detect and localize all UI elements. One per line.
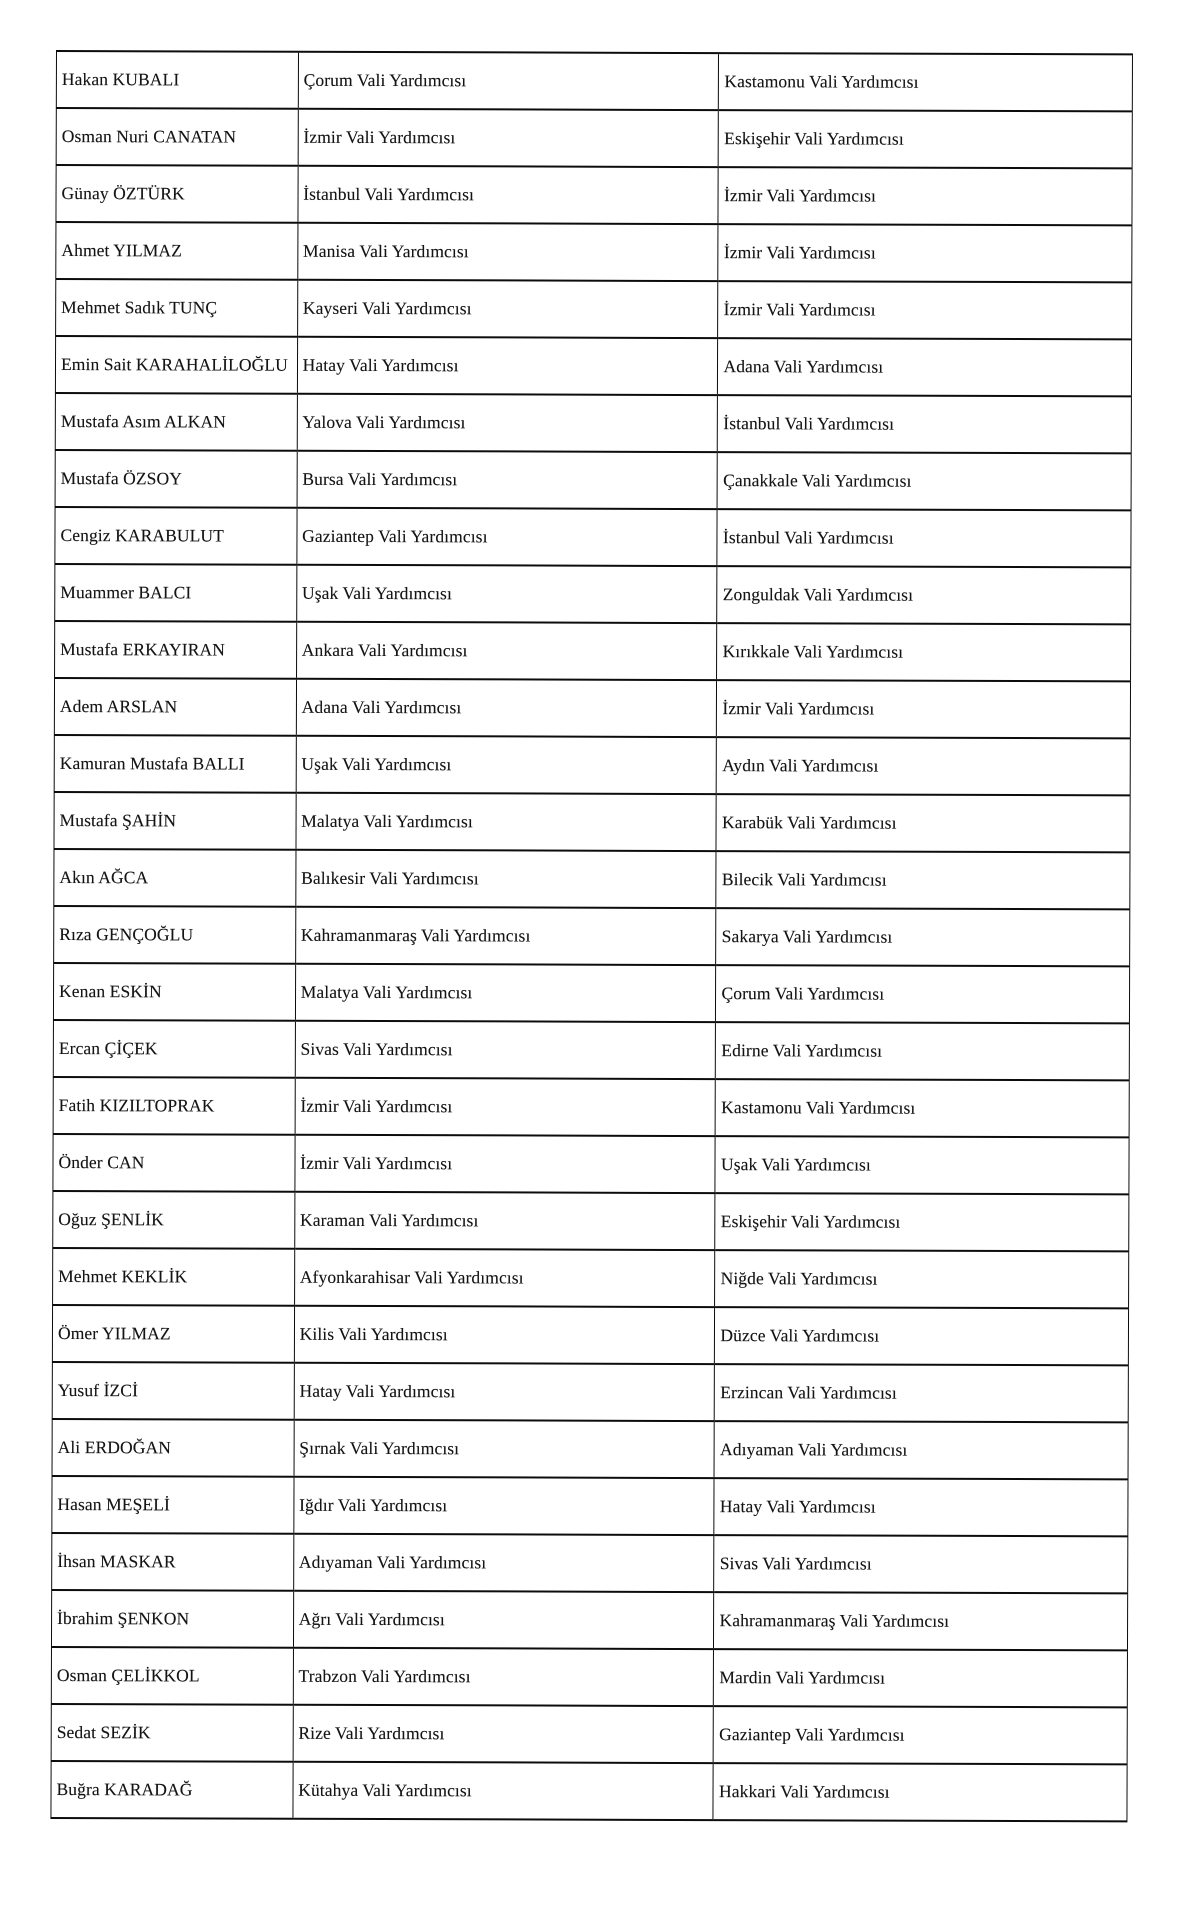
cell-person-name: İhsan MASKAR xyxy=(52,1533,294,1591)
table-row xyxy=(56,51,1132,111)
cell-current-position: Iğdır Vali Yardımcısı xyxy=(294,1477,715,1535)
table-row xyxy=(51,1761,1127,1821)
cell-person-name: Ahmet YILMAZ xyxy=(56,222,298,280)
cell-current-position: Kilis Vali Yardımcısı xyxy=(294,1306,715,1364)
table-row xyxy=(52,1305,1128,1365)
cell-new-position: Kastamonu Vali Yardımcısı xyxy=(719,53,1133,111)
cell-current-position: Adıyaman Vali Yardımcısı xyxy=(293,1534,714,1592)
cell-new-position: İstanbul Vali Yardımcısı xyxy=(717,509,1131,567)
cell-person-name: Emin Sait KARAHALİLOĞLU xyxy=(55,336,297,394)
cell-new-position: Uşak Vali Yardımcısı xyxy=(715,1136,1129,1194)
cell-new-position: Bilecik Vali Yardımcısı xyxy=(716,851,1130,909)
cell-person-name: Kamuran Mustafa BALLI xyxy=(54,735,296,793)
cell-new-position: Hatay Vali Yardımcısı xyxy=(714,1478,1128,1536)
cell-person-name: Günay ÖZTÜRK xyxy=(56,165,298,223)
cell-new-position: Karabük Vali Yardımcısı xyxy=(716,794,1130,852)
table-row xyxy=(52,1419,1128,1479)
table-row xyxy=(53,1077,1129,1137)
cell-current-position: Malatya Vali Yardımcısı xyxy=(295,964,716,1022)
cell-current-position: Ağrı Vali Yardımcısı xyxy=(293,1591,714,1649)
cell-person-name: Fatih KIZILTOPRAK xyxy=(53,1077,295,1135)
cell-person-name: Akın AĞCA xyxy=(54,849,296,907)
table-row xyxy=(53,1248,1129,1308)
cell-current-position: Hatay Vali Yardımcısı xyxy=(297,337,718,395)
table-row xyxy=(56,222,1132,282)
cell-new-position: Adana Vali Yardımcısı xyxy=(718,338,1132,396)
table-row xyxy=(56,279,1132,339)
table-row xyxy=(55,621,1131,681)
table-row xyxy=(56,165,1132,225)
table-row xyxy=(54,792,1130,852)
table-row xyxy=(54,849,1130,909)
cell-new-position: Mardin Vali Yardımcısı xyxy=(714,1649,1128,1707)
table-row xyxy=(51,1590,1127,1650)
cell-new-position: İstanbul Vali Yardımcısı xyxy=(718,395,1132,453)
cell-new-position: Niğde Vali Yardımcısı xyxy=(715,1250,1129,1308)
cell-current-position: Afyonkarahisar Vali Yardımcısı xyxy=(294,1249,715,1307)
table-row xyxy=(53,1020,1129,1080)
cell-new-position: Kahramanmaraş Vali Yardımcısı xyxy=(714,1592,1128,1650)
cell-current-position: Kütahya Vali Yardımcısı xyxy=(293,1762,714,1820)
cell-person-name: Osman ÇELİKKOL xyxy=(51,1647,293,1705)
cell-new-position: Sivas Vali Yardımcısı xyxy=(714,1535,1128,1593)
cell-new-position: Erzincan Vali Yardımcısı xyxy=(715,1364,1129,1422)
table-row xyxy=(54,735,1130,795)
cell-current-position: Manisa Vali Yardımcısı xyxy=(297,223,718,281)
table-row xyxy=(52,1533,1128,1593)
cell-new-position: İzmir Vali Yardımcısı xyxy=(718,224,1132,282)
cell-current-position: Malatya Vali Yardımcısı xyxy=(296,793,717,851)
cell-current-position: Kayseri Vali Yardımcısı xyxy=(297,280,718,338)
cell-current-position: İzmir Vali Yardımcısı xyxy=(298,109,719,167)
cell-person-name: Buğra KARADAĞ xyxy=(51,1761,293,1819)
cell-new-position: Zonguldak Vali Yardımcısı xyxy=(717,566,1131,624)
cell-person-name: Önder CAN xyxy=(53,1134,295,1192)
cell-new-position: Adıyaman Vali Yardımcısı xyxy=(714,1421,1128,1479)
table-row xyxy=(52,1476,1128,1536)
cell-person-name: Mehmet Sadık TUNÇ xyxy=(56,279,298,337)
table-row xyxy=(55,507,1131,567)
cell-current-position: Balıkesir Vali Yardımcısı xyxy=(295,850,716,908)
cell-current-position: Rize Vali Yardımcısı xyxy=(293,1705,714,1763)
cell-person-name: Mustafa ERKAYIRAN xyxy=(55,621,297,679)
cell-current-position: Ankara Vali Yardımcısı xyxy=(296,622,717,680)
cell-person-name: Yusuf İZCİ xyxy=(52,1362,294,1420)
table-body xyxy=(51,51,1133,1821)
table-row xyxy=(52,1362,1128,1422)
cell-person-name: Osman Nuri CANATAN xyxy=(56,108,298,166)
cell-current-position: Şırnak Vali Yardımcısı xyxy=(294,1420,715,1478)
cell-current-position: Hatay Vali Yardımcısı xyxy=(294,1363,715,1421)
cell-current-position: Gaziantep Vali Yardımcısı xyxy=(297,508,718,566)
cell-current-position: Trabzon Vali Yardımcısı xyxy=(293,1648,714,1706)
cell-new-position: Kırıkkale Vali Yardımcısı xyxy=(717,623,1131,681)
cell-person-name: Sedat SEZİK xyxy=(51,1704,293,1762)
cell-current-position: Kahramanmaraş Vali Yardımcısı xyxy=(295,907,716,965)
table-row xyxy=(51,1704,1127,1764)
cell-current-position: Yalova Vali Yardımcısı xyxy=(297,394,718,452)
appointment-table-container xyxy=(50,50,1133,1822)
table-row xyxy=(53,963,1129,1023)
cell-person-name: İbrahim ŞENKON xyxy=(51,1590,293,1648)
cell-current-position: Sivas Vali Yardımcısı xyxy=(295,1021,716,1079)
cell-person-name: Rıza GENÇOĞLU xyxy=(54,906,296,964)
cell-person-name: Ali ERDOĞAN xyxy=(52,1419,294,1477)
cell-new-position: Hakkari Vali Yardımcısı xyxy=(713,1763,1127,1821)
table-row xyxy=(53,1134,1129,1194)
cell-new-position: Eskişehir Vali Yardımcısı xyxy=(715,1193,1129,1251)
cell-new-position: Edirne Vali Yardımcısı xyxy=(716,1022,1130,1080)
cell-person-name: Ercan ÇİÇEK xyxy=(53,1020,295,1078)
cell-current-position: Uşak Vali Yardımcısı xyxy=(296,565,717,623)
cell-new-position: Düzce Vali Yardımcısı xyxy=(715,1307,1129,1365)
cell-person-name: Cengiz KARABULUT xyxy=(55,507,297,565)
cell-person-name: Mustafa ŞAHİN xyxy=(54,792,296,850)
table-row xyxy=(55,564,1131,624)
table-row xyxy=(55,450,1131,510)
cell-new-position: İzmir Vali Yardımcısı xyxy=(718,167,1132,225)
cell-person-name: Adem ARSLAN xyxy=(54,678,296,736)
table-row xyxy=(54,906,1130,966)
cell-new-position: Sakarya Vali Yardımcısı xyxy=(716,908,1130,966)
cell-new-position: Gaziantep Vali Yardımcısı xyxy=(714,1706,1128,1764)
cell-current-position: İzmir Vali Yardımcısı xyxy=(295,1078,716,1136)
cell-current-position: Uşak Vali Yardımcısı xyxy=(296,736,717,794)
table-row xyxy=(55,336,1131,396)
cell-person-name: Muammer BALCI xyxy=(55,564,297,622)
cell-current-position: Adana Vali Yardımcısı xyxy=(296,679,717,737)
cell-person-name: Mehmet KEKLİK xyxy=(53,1248,295,1306)
table-row xyxy=(51,1647,1127,1707)
cell-new-position: İzmir Vali Yardımcısı xyxy=(717,680,1131,738)
cell-new-position: Aydın Vali Yardımcısı xyxy=(717,737,1131,795)
cell-person-name: Ömer YILMAZ xyxy=(52,1305,294,1363)
cell-current-position: Karaman Vali Yardımcısı xyxy=(294,1192,715,1250)
cell-person-name: Oğuz ŞENLİK xyxy=(53,1191,295,1249)
cell-person-name: Kenan ESKİN xyxy=(53,963,295,1021)
cell-new-position: Çorum Vali Yardımcısı xyxy=(716,965,1130,1023)
cell-new-position: Kastamonu Vali Yardımcısı xyxy=(716,1079,1130,1137)
cell-person-name: Hakan KUBALI xyxy=(56,51,298,109)
cell-current-position: İstanbul Vali Yardımcısı xyxy=(298,166,719,224)
cell-current-position: İzmir Vali Yardımcısı xyxy=(295,1135,716,1193)
cell-person-name: Hasan MEŞELİ xyxy=(52,1476,294,1534)
cell-person-name: Mustafa Asım ALKAN xyxy=(55,393,297,451)
appointment-table xyxy=(50,50,1133,1822)
table-row xyxy=(54,678,1130,738)
cell-person-name: Mustafa ÖZSOY xyxy=(55,450,297,508)
cell-current-position: Çorum Vali Yardımcısı xyxy=(298,52,719,110)
cell-new-position: İzmir Vali Yardımcısı xyxy=(718,281,1132,339)
cell-current-position: Bursa Vali Yardımcısı xyxy=(297,451,718,509)
cell-new-position: Çanakkale Vali Yardımcısı xyxy=(718,452,1132,510)
table-row xyxy=(55,393,1131,453)
table-row xyxy=(53,1191,1129,1251)
table-row xyxy=(56,108,1132,168)
cell-new-position: Eskişehir Vali Yardımcısı xyxy=(719,110,1133,168)
